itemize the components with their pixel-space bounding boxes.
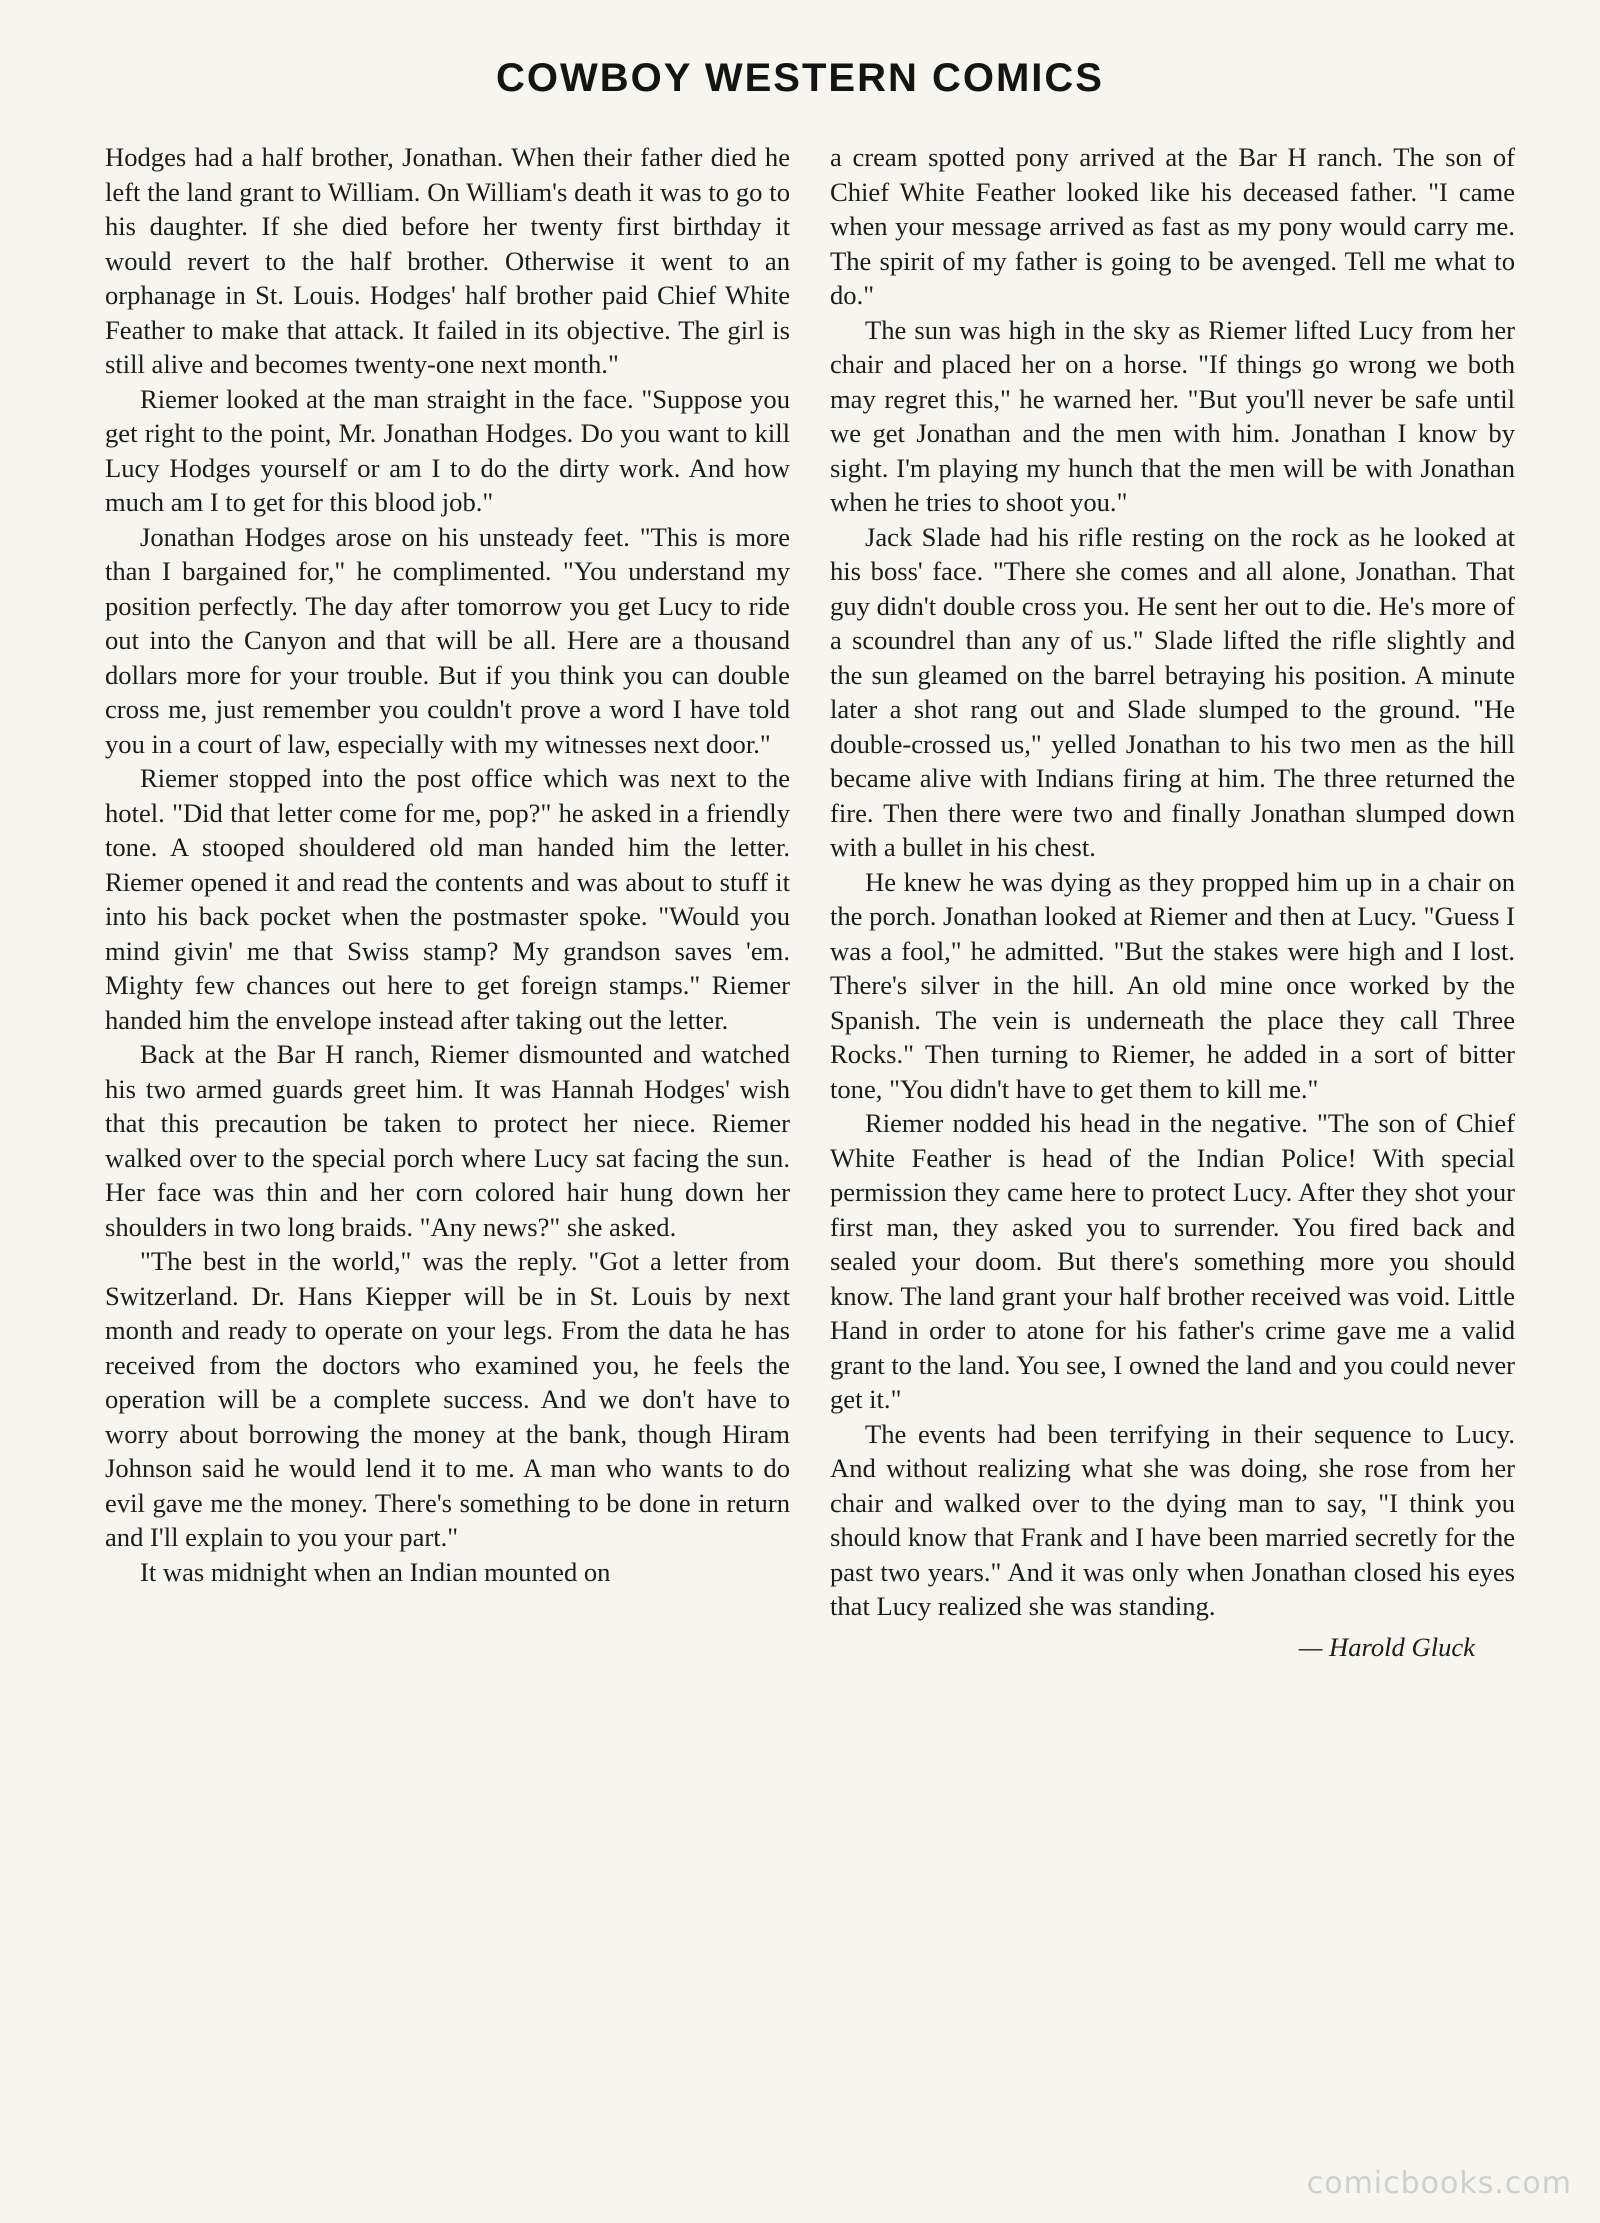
paragraph: Jack Slade had his rifle resting on the rock as he looked at his boss' face. "There she comes and all alone, Jonathan. That guy didn't double cross you. He sent her out to die. He's more of a scoundrel than any of us." Slade lifted the rifle slightly and the sun gleamed on the barrel betraying his position. A minute later a shot rang out and Slade slumped to the ground. "He double-crossed us," yelled Jonathan to his two men as the hill became alive with Indians firing at him. The three returned the fire. Then there were two and finally Jonathan slumped down with a bullet in his chest. [830, 521, 1515, 862]
paragraph: Riemer looked at the man straight in the face. "Suppose you get right to the point, Mr. Jonathan Hodges. Do you want to kill Lucy Hodges yourself or am I to do the dirty work. And how much am I to get for this blood job." [105, 383, 790, 517]
right-column [830, 140, 1515, 1664]
page-title: COWBOY WESTERN COMICS [496, 56, 1104, 100]
paragraph: He knew he was dying as they propped him up in a chair on the porch. Jonathan looked at Riemer and then at Lucy. "Guess I was a fool," he admitted. "But the stakes were high and I lost. There's silver in the hill. An old mine once worked by the Spanish. The vein is underneath the place they call Three Rocks." Then turning to Riemer, he added in a sort of bitter tone, "You didn't have to get them to kill me." [830, 866, 1515, 1104]
paragraph: Jonathan Hodges arose on his unsteady feet. "This is more than I bargained for," he complimented. "You understand my position perfectly. The day after tomorrow you get Lucy to ride out into the Canyon and that will be all. Here are a thousand dollars more for your trouble. But if you think you can double cross me, just remember you couldn't prove a word I have told you in a court of law, especially with my witnesses next door." [105, 521, 790, 759]
paragraph: The sun was high in the sky as Riemer lifted Lucy from her chair and placed her on a horse. "If things go wrong we both may regret this," he warned her. "But you'll never be safe until we get Jonathan and the men with him. Jonathan I know by sight. I'm playing my hunch that the men will be with Jonathan when he tries to shoot you." [830, 314, 1515, 517]
author-signature: — Harold Gluck [1298, 1631, 1475, 1662]
paragraph: a cream spotted pony arrived at the Bar H ranch. The son of Chief White Feather looked like his deceased father. "I came when your message arrived as fast as my pony would carry me. The spirit of my father is going to be avenged. Tell me what to do." [830, 142, 1515, 310]
paragraph: The events had been terrifying in their sequence to Lucy. And without realizing what she was doing, she rose from her chair and walked over to the dying man to say, "I think you should know that Frank and I have been married secretly for the past two years." And it was only when Jonathan closed his eyes that Lucy realized she was standing. [830, 1418, 1515, 1621]
paragraph: It was midnight when an Indian mounted on [140, 1556, 611, 1587]
watermark: comicbooks.com [1306, 2166, 1572, 2201]
left-column [105, 140, 790, 1589]
paragraph: Back at the Bar H ranch, Riemer dismounted and watched his two armed guards greet him. It was Hannah Hodges' wish that this precaution be taken to protect her niece. Riemer walked over to the special porch where Lucy sat facing the sun. Her face was thin and her corn colored hair hung down her shoulders in two long braids. "Any news?" she asked. [105, 1039, 790, 1242]
paragraph: Hodges had a half brother, Jonathan. When their father died he left the land grant to William. On William's death it was to go to his daughter. If she died before her twenty first birthday it would revert to the half brother. Otherwise it went to an orphanage in St. Louis. Hodges' half brother paid Chief White Feather to make that attack. It failed in its objective. The girl is still alive and becomes twenty-one next month." [105, 142, 790, 379]
paragraph: "The best in the world," was the reply. "Got a letter from Switzerland. Dr. Hans Kiepper will be in St. Louis by next month and ready to operate on your legs. From the data he has received from the doctors who examined you, he feels the operation will be a complete success. And we don't have to worry about borrowing the money at the bank, though Hiram Johnson said he would lend it to me. A man who wants to do evil gave me the money. There's something to be done in return and I'll explain to you your part." [105, 1246, 790, 1552]
paragraph: Riemer nodded his head in the negative. "The son of Chief White Feather is head of the Indian Police! With special permission they came here to protect Lucy. After they shot your first man, they asked you to surrender. You fired back and sealed your doom. But there's something more you should know. The land grant your half brother received was void. Little Hand in order to atone for his father's crime gave me a valid grant to the land. You see, I owned the land and you could never get it." [830, 1108, 1515, 1414]
paragraph: Riemer stopped into the post office which was next to the hotel. "Did that letter come for me, pop?" he asked in a friendly tone. A stooped shouldered old man handed him the letter. Riemer opened it and read the contents and was about to stuff it into his back pocket when the postmaster spoke. "Would you mind givin' me that Swiss stamp? My grandson saves 'em. Mighty few chances out here to get foreign stamps." Riemer handed him the envelope instead after taking out the letter. [105, 763, 790, 1035]
